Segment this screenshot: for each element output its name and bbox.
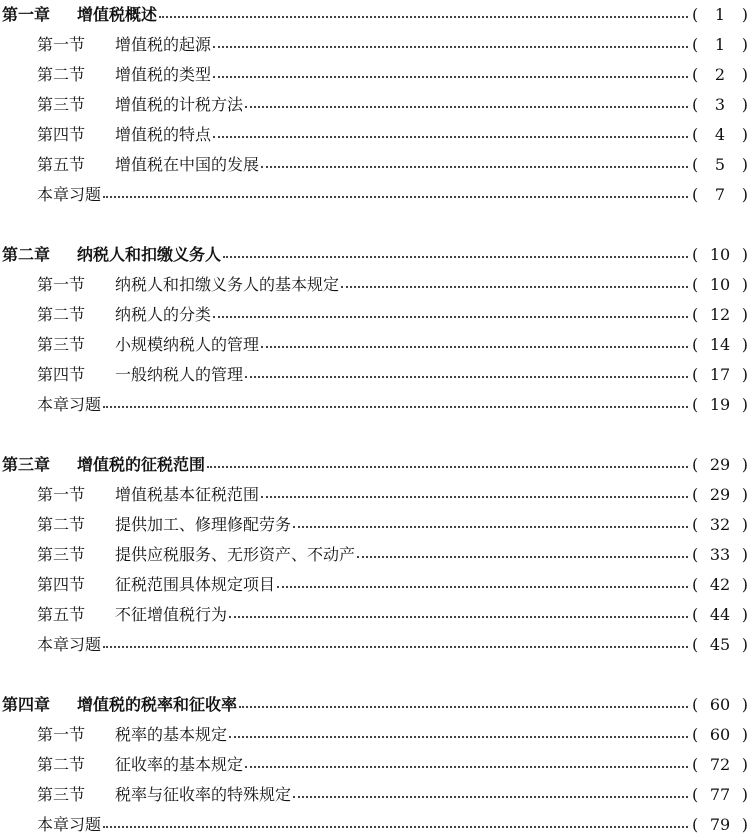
open-paren: ( xyxy=(692,275,699,294)
section-entry[interactable] xyxy=(0,330,750,360)
open-paren: ( xyxy=(692,815,699,834)
section-title: 增值税的特点 xyxy=(115,125,212,144)
page-number: 1 xyxy=(714,35,726,54)
dot-leader xyxy=(213,30,688,60)
close-paren: ) xyxy=(741,335,748,354)
dot-leader xyxy=(245,750,688,780)
open-paren: ( xyxy=(692,545,699,564)
section-entry[interactable] xyxy=(0,480,750,510)
open-paren: ( xyxy=(692,575,699,594)
exercises-entry[interactable] xyxy=(0,180,750,210)
section-entry[interactable] xyxy=(0,780,750,810)
close-paren: ) xyxy=(741,365,748,384)
page-number: 10 xyxy=(709,275,731,294)
page-ref xyxy=(692,480,750,510)
close-paren: ) xyxy=(741,545,748,564)
dot-leader xyxy=(245,360,688,390)
page-number: 45 xyxy=(709,635,731,654)
section-title: 本章习题 xyxy=(37,185,102,204)
section-title: 纳税人和扣缴义务人的基本规定 xyxy=(115,275,340,294)
chapter-title: 增值税的征税范围 xyxy=(77,455,206,474)
open-paren: ( xyxy=(692,695,699,714)
exercises-entry[interactable] xyxy=(0,810,750,840)
close-paren: ) xyxy=(741,755,748,774)
section-title: 增值税基本征税范围 xyxy=(115,485,260,504)
page-ref xyxy=(692,150,750,180)
chapter-spacer xyxy=(0,660,750,690)
dot-leader xyxy=(229,600,688,630)
close-paren: ) xyxy=(741,575,748,594)
open-paren: ( xyxy=(692,785,699,804)
chapter-block xyxy=(0,450,750,660)
section-entry[interactable] xyxy=(0,510,750,540)
chapter-title: 增值税的税率和征收率 xyxy=(77,695,238,714)
page-number: 1 xyxy=(714,5,726,24)
dot-leader xyxy=(103,180,688,210)
page-number: 77 xyxy=(709,785,731,804)
dot-leader xyxy=(341,270,688,300)
page-number: 29 xyxy=(709,455,731,474)
chapter-spacer xyxy=(0,210,750,240)
chapter-title: 纳税人和扣缴义务人 xyxy=(77,245,222,264)
dot-leader xyxy=(239,690,688,720)
page-number: 44 xyxy=(709,605,731,624)
page-number: 2 xyxy=(714,65,726,84)
open-paren: ( xyxy=(692,725,699,744)
close-paren: ) xyxy=(741,35,748,54)
page-ref xyxy=(692,720,750,750)
dot-leader xyxy=(261,330,688,360)
page-ref xyxy=(692,810,750,840)
chapter-number: 第二章 xyxy=(2,245,51,264)
section-number: 第一节 xyxy=(37,275,86,294)
page-ref xyxy=(692,300,750,330)
chapter-number: 第四章 xyxy=(2,695,51,714)
page-number: 3 xyxy=(714,95,726,114)
section-number: 第三节 xyxy=(37,335,86,354)
chapter-block xyxy=(0,690,750,840)
section-entry[interactable] xyxy=(0,90,750,120)
exercises-entry[interactable] xyxy=(0,390,750,420)
dot-leader xyxy=(103,630,688,660)
section-entry[interactable] xyxy=(0,300,750,330)
section-number: 第一节 xyxy=(37,35,86,54)
section-title: 小规模纳税人的管理 xyxy=(115,335,260,354)
page-ref xyxy=(692,60,750,90)
section-entry[interactable] xyxy=(0,60,750,90)
dot-leader xyxy=(213,60,688,90)
section-entry[interactable] xyxy=(0,150,750,180)
section-entry[interactable] xyxy=(0,360,750,390)
page-ref xyxy=(692,0,750,30)
close-paren: ) xyxy=(741,395,748,414)
dot-leader xyxy=(103,810,688,840)
page-ref xyxy=(692,360,750,390)
open-paren: ( xyxy=(692,155,699,174)
page-ref xyxy=(692,30,750,60)
open-paren: ( xyxy=(692,395,699,414)
page-ref xyxy=(692,600,750,630)
chapter-block xyxy=(0,240,750,420)
page-ref xyxy=(692,630,750,660)
open-paren: ( xyxy=(692,755,699,774)
section-title: 增值税在中国的发展 xyxy=(115,155,260,174)
section-number: 第五节 xyxy=(37,155,86,174)
section-title: 税率的基本规定 xyxy=(115,725,228,744)
section-entry[interactable] xyxy=(0,750,750,780)
dot-leader xyxy=(207,450,688,480)
section-title: 本章习题 xyxy=(37,395,102,414)
open-paren: ( xyxy=(692,455,699,474)
page-number: 4 xyxy=(714,125,726,144)
section-entry[interactable] xyxy=(0,600,750,630)
section-number: 第四节 xyxy=(37,365,86,384)
chapter-block xyxy=(0,0,750,210)
dot-leader xyxy=(159,0,688,30)
section-entry[interactable] xyxy=(0,270,750,300)
page-ref xyxy=(692,330,750,360)
page-ref xyxy=(692,90,750,120)
chapter-spacer xyxy=(0,420,750,450)
section-number: 第四节 xyxy=(37,125,86,144)
chapter-heading[interactable] xyxy=(0,450,750,480)
page-ref xyxy=(692,510,750,540)
page-number: 14 xyxy=(709,335,731,354)
section-title: 增值税的起源 xyxy=(115,35,212,54)
page-ref xyxy=(692,180,750,210)
section-number: 第二节 xyxy=(37,515,86,534)
page-number: 5 xyxy=(714,155,726,174)
page-ref xyxy=(692,750,750,780)
dot-leader xyxy=(229,720,688,750)
open-paren: ( xyxy=(692,335,699,354)
dot-leader xyxy=(213,300,688,330)
page-number: 19 xyxy=(709,395,731,414)
page-number: 72 xyxy=(709,755,731,774)
chapter-number: 第三章 xyxy=(2,455,51,474)
dot-leader xyxy=(223,240,688,270)
dot-leader xyxy=(293,780,688,810)
section-title: 提供应税服务、无形资产、不动产 xyxy=(115,545,356,564)
close-paren: ) xyxy=(741,725,748,744)
close-paren: ) xyxy=(741,605,748,624)
section-number: 第一节 xyxy=(37,725,86,744)
close-paren: ) xyxy=(741,65,748,84)
open-paren: ( xyxy=(692,65,699,84)
open-paren: ( xyxy=(692,5,699,24)
section-title: 不征增值税行为 xyxy=(115,605,228,624)
close-paren: ) xyxy=(741,185,748,204)
page-ref xyxy=(692,270,750,300)
chapter-title: 增值税概述 xyxy=(77,5,158,24)
section-entry[interactable] xyxy=(0,30,750,60)
close-paren: ) xyxy=(741,275,748,294)
section-number: 第二节 xyxy=(37,755,86,774)
page-number: 33 xyxy=(709,545,731,564)
page-ref xyxy=(692,690,750,720)
page-number: 17 xyxy=(709,365,731,384)
page-number: 32 xyxy=(709,515,731,534)
section-entry[interactable] xyxy=(0,540,750,570)
section-title: 增值税的类型 xyxy=(115,65,212,84)
dot-leader xyxy=(261,480,688,510)
page-number: 60 xyxy=(709,695,731,714)
page-number: 10 xyxy=(709,245,731,264)
page-ref xyxy=(692,120,750,150)
open-paren: ( xyxy=(692,305,699,324)
page-number: 42 xyxy=(709,575,731,594)
page-number: 29 xyxy=(709,485,731,504)
close-paren: ) xyxy=(741,635,748,654)
section-title: 一般纳税人的管理 xyxy=(115,365,244,384)
page-number: 60 xyxy=(709,725,731,744)
chapter-heading[interactable] xyxy=(0,0,750,30)
open-paren: ( xyxy=(692,245,699,264)
section-number: 第五节 xyxy=(37,605,86,624)
close-paren: ) xyxy=(741,485,748,504)
close-paren: ) xyxy=(741,305,748,324)
close-paren: ) xyxy=(741,515,748,534)
open-paren: ( xyxy=(692,515,699,534)
dot-leader xyxy=(357,540,688,570)
close-paren: ) xyxy=(741,5,748,24)
section-title: 本章习题 xyxy=(37,635,102,654)
page-number: 12 xyxy=(709,305,731,324)
section-title: 增值税的计税方法 xyxy=(115,95,244,114)
open-paren: ( xyxy=(692,485,699,504)
dot-leader xyxy=(277,570,688,600)
open-paren: ( xyxy=(692,125,699,144)
close-paren: ) xyxy=(741,125,748,144)
section-number: 第二节 xyxy=(37,65,86,84)
close-paren: ) xyxy=(741,785,748,804)
page-ref xyxy=(692,450,750,480)
section-number: 第四节 xyxy=(37,575,86,594)
dot-leader xyxy=(261,150,688,180)
section-number: 第二节 xyxy=(37,305,86,324)
section-title: 征税范围具体规定项目 xyxy=(115,575,276,594)
open-paren: ( xyxy=(692,35,699,54)
close-paren: ) xyxy=(741,155,748,174)
section-title: 提供加工、修理修配劳务 xyxy=(115,515,292,534)
close-paren: ) xyxy=(741,245,748,264)
close-paren: ) xyxy=(741,695,748,714)
page-number: 79 xyxy=(709,815,731,834)
section-number: 第三节 xyxy=(37,95,86,114)
section-title: 税率与征收率的特殊规定 xyxy=(115,785,292,804)
section-number: 第三节 xyxy=(37,785,86,804)
open-paren: ( xyxy=(692,365,699,384)
open-paren: ( xyxy=(692,605,699,624)
page-ref xyxy=(692,540,750,570)
chapter-number: 第一章 xyxy=(2,5,51,24)
section-number: 第一节 xyxy=(37,485,86,504)
page-ref xyxy=(692,780,750,810)
section-entry[interactable] xyxy=(0,120,750,150)
dot-leader xyxy=(103,390,688,420)
section-title: 征收率的基本规定 xyxy=(115,755,244,774)
open-paren: ( xyxy=(692,185,699,204)
section-entry[interactable] xyxy=(0,570,750,600)
open-paren: ( xyxy=(692,635,699,654)
dot-leader xyxy=(293,510,688,540)
page-ref xyxy=(692,390,750,420)
page-ref xyxy=(692,570,750,600)
page-ref xyxy=(692,240,750,270)
chapter-heading[interactable] xyxy=(0,240,750,270)
dot-leader xyxy=(245,90,688,120)
section-title: 本章习题 xyxy=(37,815,102,834)
exercises-entry[interactable] xyxy=(0,630,750,660)
section-number: 第三节 xyxy=(37,545,86,564)
page-number: 7 xyxy=(714,185,726,204)
section-entry[interactable] xyxy=(0,720,750,750)
section-title: 纳税人的分类 xyxy=(115,305,212,324)
dot-leader xyxy=(213,120,688,150)
close-paren: ) xyxy=(741,95,748,114)
chapter-heading[interactable] xyxy=(0,690,750,720)
close-paren: ) xyxy=(741,815,748,834)
open-paren: ( xyxy=(692,95,699,114)
close-paren: ) xyxy=(741,455,748,474)
